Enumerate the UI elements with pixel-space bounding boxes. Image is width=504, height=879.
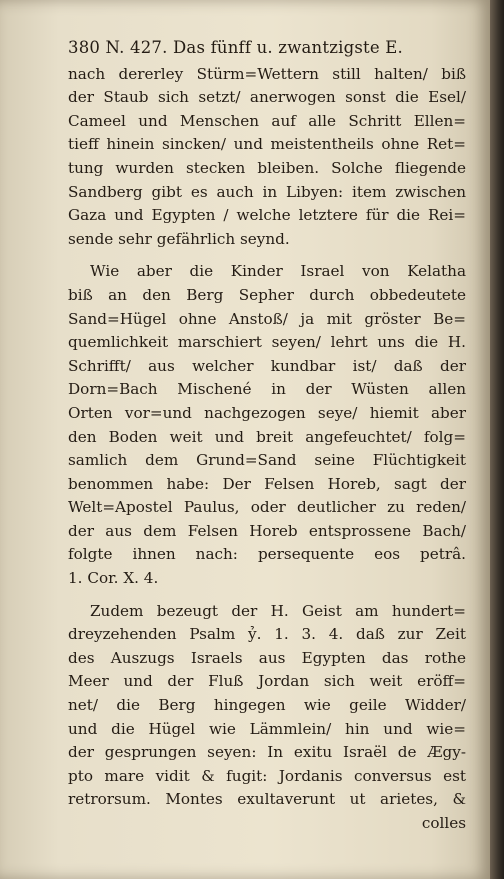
- text-line: der gesprungen seyen: In exitu Israël de Ægy-: [68, 743, 466, 762]
- text-line: Zudem bezeugt der H. Geist am hundert=: [90, 601, 466, 620]
- running-header: 380 N. 427. Das fünff u. zwantzigste E.: [68, 38, 403, 57]
- paragraph-1: [68, 63, 466, 252]
- text-line: nach dererley Stürm=Wettern still halten/ biß: [68, 64, 466, 83]
- text-line: quemlichkeit marschiert seyen/ lehrt uns die H.: [68, 333, 466, 352]
- text-line: Gaza und Egypten / welche letztere für die Rei=: [68, 206, 466, 225]
- text-line: Schrifft/ aus welcher kundbar ist/ daß der: [68, 356, 466, 375]
- text-line: Sandberg gibt es auch in Libyen: item zwischen: [68, 182, 466, 201]
- text-line: Sand=Hügel ohne Anstoß/ ja mit gröster Be=: [68, 309, 466, 328]
- text-line: Welt=Apostel Paulus, oder deutlicher zu reden/: [68, 498, 466, 517]
- text-line: Meer und der Fluß Jordan sich weit eröff=: [68, 672, 466, 691]
- text-line: dreyzehenden Psalm ỷ. 1. 3. 4. daß zur Zeit: [68, 625, 466, 644]
- page-text: [68, 36, 466, 836]
- text-line: Orten vor=und nachgezogen seye/ hiemit aber: [68, 403, 466, 422]
- text-line: tung wurden stecken bleiben. Solche fliegende: [68, 158, 466, 177]
- text-line: tieff hinein sincken/ und meistentheils ohne Ret=: [68, 135, 466, 154]
- text-line: des Auszugs Israels aus Egypten das rothe: [68, 648, 466, 667]
- text-line: folgte ihnen nach: persequente eos petrâ.: [68, 545, 466, 564]
- text-line: der aus dem Felsen Horeb entsprossene Bach/: [68, 521, 466, 540]
- text-line: retrorsum. Montes exultaverunt ut arietes, &: [68, 790, 466, 809]
- text-line: der Staub sich setzt/ anerwogen sonst die Esel/: [68, 88, 466, 107]
- text-line: Dorn=Bach Mischené in der Wüsten allen: [68, 380, 466, 399]
- text-line: sende sehr gefährlich seynd.: [68, 229, 290, 248]
- text-line: Wie aber die Kinder Israel von Kelatha: [90, 262, 466, 281]
- text-line: net/ die Berg hingegen wie geile Widder/: [68, 696, 466, 715]
- text-line: den Boden weit und breit angefeuchtet/ folg=: [68, 427, 466, 446]
- catchword: colles: [421, 814, 466, 832]
- text-line: 1. Cor. X. 4.: [68, 569, 159, 588]
- text-line: biß an den Berg Sepher durch obbedeutete: [68, 285, 466, 304]
- text-line: Cameel und Menschen auf alle Schritt Ellen=: [68, 111, 466, 130]
- text-line: samlich dem Grund=Sand seine Flüchtigkeit: [68, 451, 466, 470]
- text-line: pto mare vidit & fugit: Jordanis conversus est: [68, 766, 466, 785]
- book-spine-shadow: [490, 0, 504, 879]
- text-line: benommen habe: Der Felsen Horeb, sagt der: [68, 474, 466, 493]
- paragraph-2: [68, 260, 466, 590]
- text-line: und die Hügel wie Lämmlein/ hin und wie=: [68, 719, 466, 738]
- paragraph-3: [68, 600, 466, 812]
